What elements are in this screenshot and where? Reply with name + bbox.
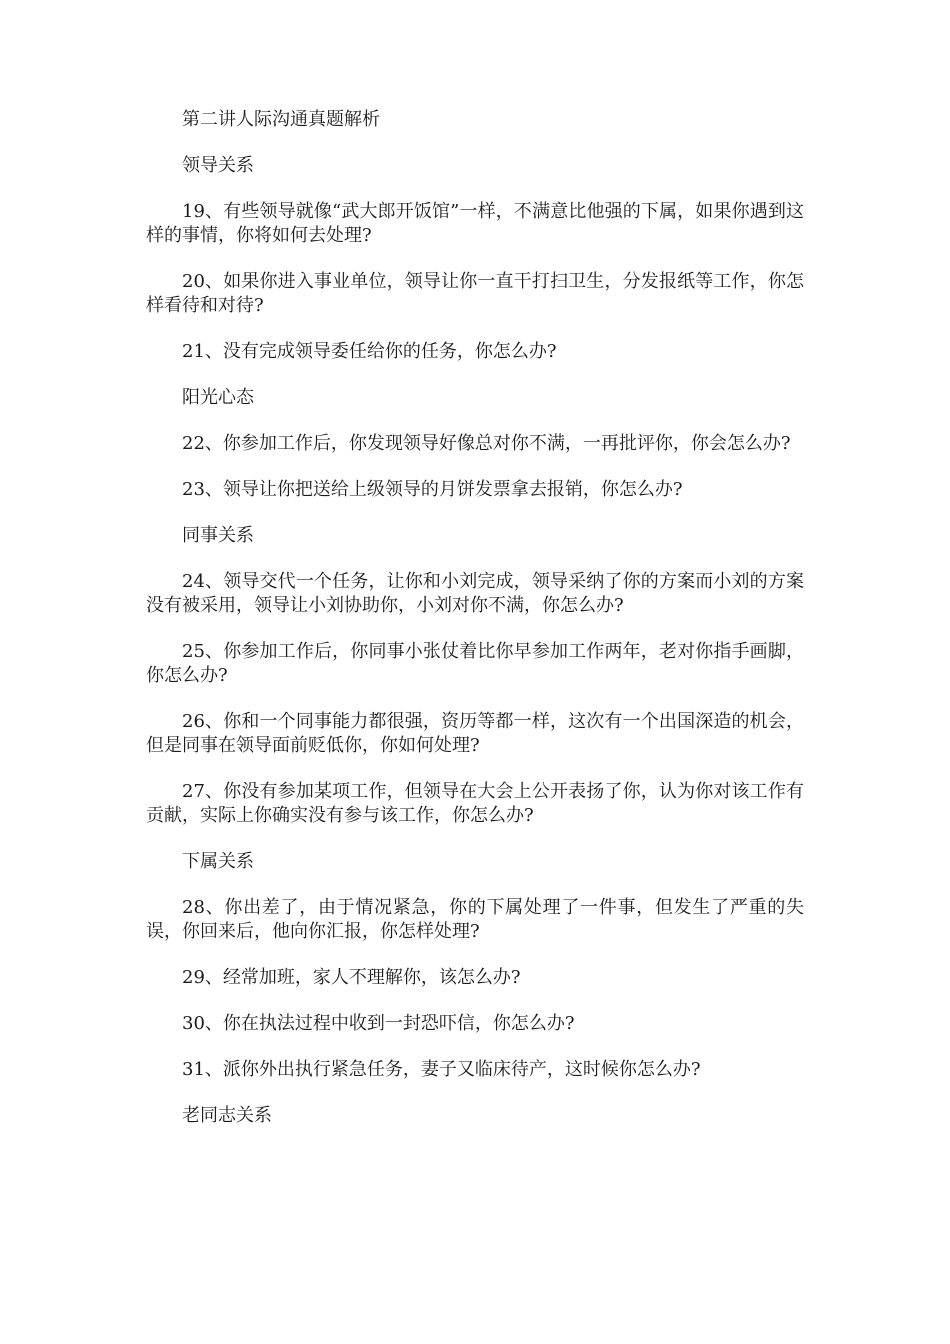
section-heading-leadership: 领导关系 [182, 155, 254, 176]
question-25: 25、你参加工作后，你同事小张仗着比你早参加工作两年，老对你指手画脚，你怎么办? [146, 641, 804, 686]
question-23: 23、领导让你把送给上级领导的月饼发票拿去报销，你怎么办? [182, 479, 683, 500]
section-heading-subordinates: 下属关系 [182, 851, 254, 872]
question-22: 22、你参加工作后，你发现领导好像总对你不满，一再批评你，你会怎么办? [182, 433, 791, 454]
section-heading-senior-colleagues: 老同志关系 [182, 1105, 272, 1126]
question-31: 31、派你外出执行紧急任务，妻子又临床待产，这时候你怎么办? [182, 1059, 701, 1080]
question-30: 30、你在执法过程中收到一封恐吓信，你怎么办? [182, 1013, 575, 1034]
lecture-title: 第二讲人际沟通真题解析 [182, 109, 380, 130]
document-body [146, 108, 804, 1150]
question-20: 20、如果你进入事业单位，领导让你一直干打扫卫生，分发报纸等工作，你怎样看待和对待? [146, 271, 804, 316]
question-19: 19、有些领导就像“武大郎开饭馆”一样，不满意比他强的下属，如果你遇到这样的事情，你将如何去处理? [146, 201, 804, 246]
question-27: 27、你没有参加某项工作，但领导在大会上公开表扬了你，认为你对该工作有贡献，实际上你确实没有参与该工作，你怎么办? [146, 781, 804, 826]
question-26: 26、你和一个同事能力都很强，资历等都一样，这次有一个出国深造的机会，但是同事在领导面前贬低你，你如何处理? [146, 711, 804, 756]
question-24: 24、领导交代一个任务，让你和小刘完成，领导采纳了你的方案而小刘的方案没有被采用，领导让小刘协助你，小刘对你不满，你怎么办? [146, 571, 804, 616]
question-29: 29、经常加班，家人不理解你，该怎么办? [182, 967, 521, 988]
section-heading-attitude: 阳光心态 [182, 387, 254, 408]
question-21: 21、没有完成领导委任给你的任务，你怎么办? [182, 341, 557, 362]
question-28: 28、你出差了，由于情况紧急，你的下属处理了一件事，但发生了严重的失误，你回来后，他向你汇报，你怎样处理? [146, 897, 804, 942]
section-heading-colleagues: 同事关系 [182, 525, 254, 546]
